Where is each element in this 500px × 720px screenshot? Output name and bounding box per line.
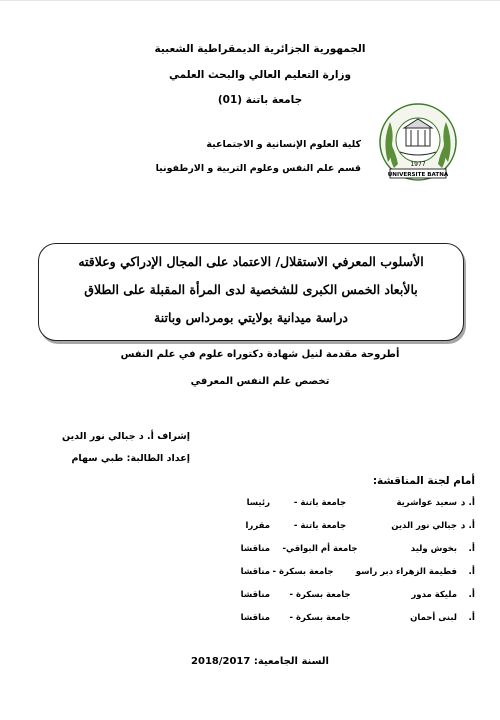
member-title: أ. xyxy=(468,544,475,554)
member-name: فطيمة الزهراء دبر راسو xyxy=(355,567,457,577)
faculty-name: كلية العلوم الإنسانية و الاجتماعية xyxy=(206,139,361,150)
member-title: أ. د xyxy=(460,521,475,531)
republic-title: الجمهورية الجزائرية الديمقراطية الشعبية xyxy=(154,43,366,55)
member-university: جامعة بسكرة - xyxy=(289,613,351,623)
department-name: قسم علم النفس وعلوم التربية و الارطفونيا xyxy=(155,163,361,174)
logo-caption: UNIVERSITE BATNA xyxy=(387,172,449,178)
thesis-title-box xyxy=(38,243,464,341)
member-university: جامعة باتنة - xyxy=(293,498,347,508)
top-border xyxy=(0,0,500,1)
member-university: جامعة بسكرة - xyxy=(272,567,334,577)
ministry-title: وزارة التعليم العالي والبحث العلمي xyxy=(168,69,352,81)
member-university: جامعة بسكرة - xyxy=(289,590,351,600)
academic-year: السنة الجامعية: 2018/2017 xyxy=(191,656,329,667)
member-role: مناقشا xyxy=(240,613,270,623)
thesis-title-line3: دراسة ميدانية بولايتي بومرداس وباتنة xyxy=(154,310,348,325)
member-role: رئيسا xyxy=(246,498,270,508)
thesis-title-line2: بالأبعاد الخمس الكبرى للشخصية لدى المرأة المقبلة على الطلاق xyxy=(84,282,418,297)
member-name: جبالي نور الدين xyxy=(391,521,457,531)
supervisor-credit: إشراف أ. د جبالي نور الدين xyxy=(62,431,190,442)
logo-year: 1977 xyxy=(410,161,426,168)
degree-statement: أطروحة مقدمة لنيل شهادة دكتوراه علوم في علم النفس xyxy=(120,349,400,360)
member-university: جامعة أم البواقي- xyxy=(282,544,358,554)
member-title: أ. د xyxy=(460,498,475,508)
university-logo xyxy=(378,102,458,184)
member-university: جامعة باتنة - xyxy=(293,521,347,531)
member-name: سعيد عواشرية xyxy=(396,498,457,508)
member-role: مناقشا xyxy=(240,567,270,577)
member-name: بخوش وليد xyxy=(410,544,457,554)
student-credit: إعداد الطالبة: طبي سهام xyxy=(71,453,190,464)
specialty-statement: تخصص علم النفس المعرفي xyxy=(190,376,330,387)
member-role: مناقشا xyxy=(240,544,270,554)
member-role: مقررا xyxy=(245,521,270,531)
member-role: مناقشا xyxy=(240,590,270,600)
thesis-title-line1: الأسلوب المعرفي الاستقلال/ الاعتماد على المجال الإدراكي وعلاقته xyxy=(78,254,424,269)
member-name: مليكة مدور xyxy=(411,590,457,600)
member-title: أ. xyxy=(468,590,475,600)
member-name: لبنى أحمان xyxy=(410,613,457,623)
university-title: جامعة باتنة (01) xyxy=(217,94,303,106)
member-title: أ. xyxy=(468,613,475,623)
committee-heading: أمام لجنة المناقشة: xyxy=(372,475,475,487)
member-title: أ. xyxy=(468,567,475,577)
